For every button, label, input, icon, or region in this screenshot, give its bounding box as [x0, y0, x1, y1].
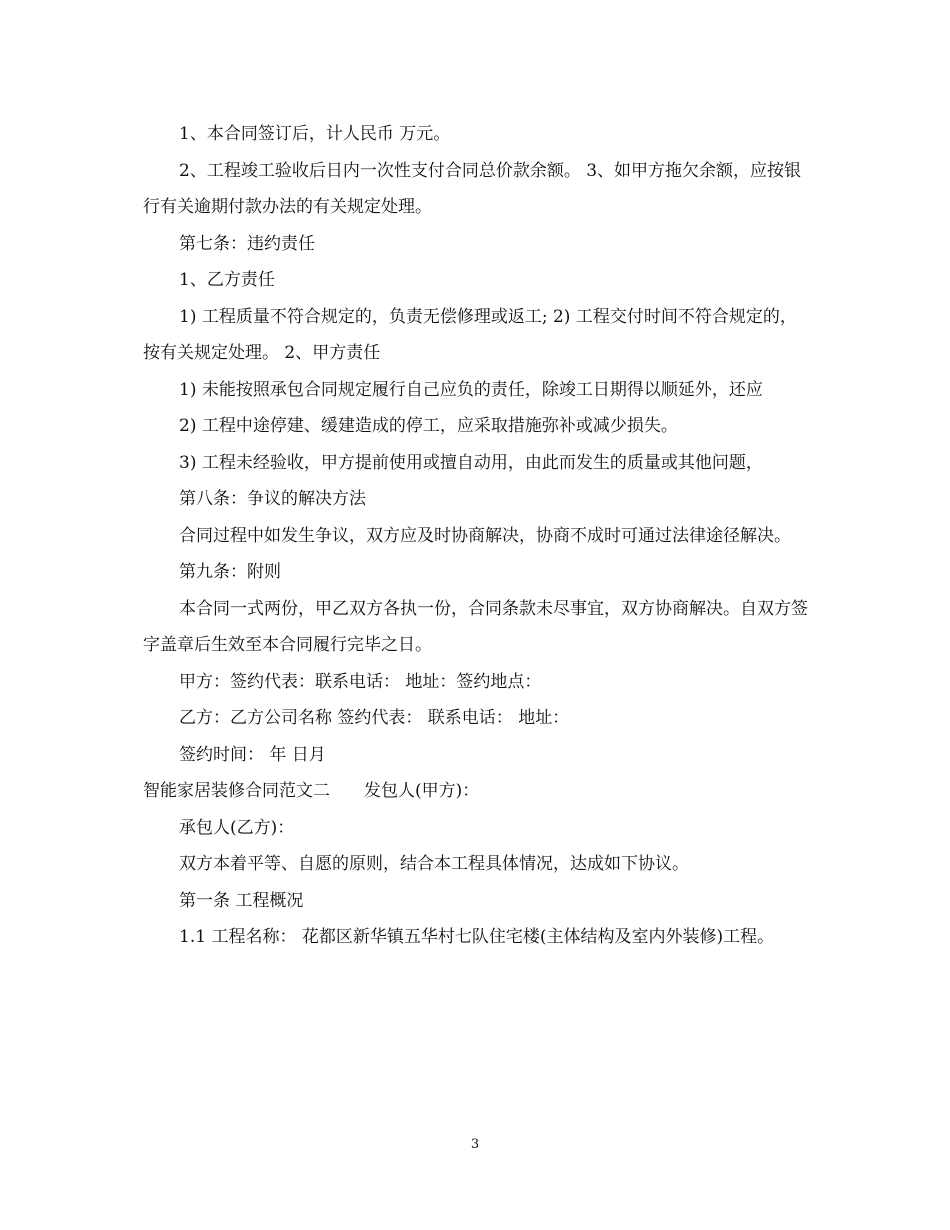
document-body	[143, 116, 808, 956]
heading-article-7: 第七条：违约责任	[179, 233, 315, 254]
paragraph-quality-delivery: 1) 工程质量不符合规定的，负责无偿修理或返工; 2) 工程交付时间不符合规定的，按有关规定处理。 2、甲方责任	[143, 306, 797, 363]
page-number: 3	[470, 1137, 480, 1152]
paragraph-party-a-duty-1: 1) 未能按照承包合同规定履行自己应负的责任，除竣工日期得以顺延外，还应	[179, 379, 763, 400]
heading-line-sample-two	[143, 773, 808, 810]
paragraph-party-b-liability: 1、乙方责任	[179, 270, 275, 290]
paragraph-party-b-signature: 乙方：乙方公司名称 签约代表： 联系电话： 地址：	[179, 708, 570, 728]
employer-label: 发包人(甲方)：	[364, 781, 480, 801]
heading-article-9: 第九条：附则	[179, 562, 281, 582]
sample-two-title: 智能家居装修合同范文二	[143, 781, 330, 801]
paragraph-contractor: 承包人(乙方)：	[179, 817, 295, 838]
paragraph-dispute-resolution: 合同过程中如发生争议，双方应及时协商解决，协商不成时可通过法律途径解决。	[179, 525, 791, 546]
paragraph-copies: 本合同一式两份，甲乙双方各执一份，合同条款未尽事宜，双方协商解决。自双方签字盖章后生效至本合同履行完毕之日。	[143, 598, 808, 655]
paragraph-party-a-signature: 甲方：签约代表：联系电话： 地址：签约地点：	[179, 671, 542, 692]
paragraph-party-a-duty-3: 3) 工程未经验收，甲方提前使用或擅自动用，由此而发生的质量或其他问题，	[179, 452, 763, 473]
paragraph-payment-1: 1、本合同签订后，计人民币 万元。	[179, 124, 451, 144]
paragraph-agreement-intro: 双方本着平等、自愿的原则，结合本工程具体情况，达成如下协议。	[179, 854, 689, 874]
paragraph-signing-date: 签约时间： 年 日月	[179, 744, 326, 765]
paragraph-party-a-duty-2: 2) 工程中途停建、缓建造成的停工，应采取措施弥补或减少损失。	[179, 416, 678, 436]
paragraph-project-name: 1.1 工程名称： 花都区新华镇五华村七队住宅楼(主体结构及室内外装修)工程。	[179, 927, 775, 947]
paragraph-payment-2: 2、工程竣工验收后日内一次性支付合同总价款余额。 3、如甲方拖欠余额，应按银行有关逾期付款办法的有关规定处理。	[143, 160, 802, 217]
heading-article-1: 第一条 工程概况	[179, 890, 304, 911]
heading-article-8: 第八条：争议的解决方法	[179, 489, 366, 509]
